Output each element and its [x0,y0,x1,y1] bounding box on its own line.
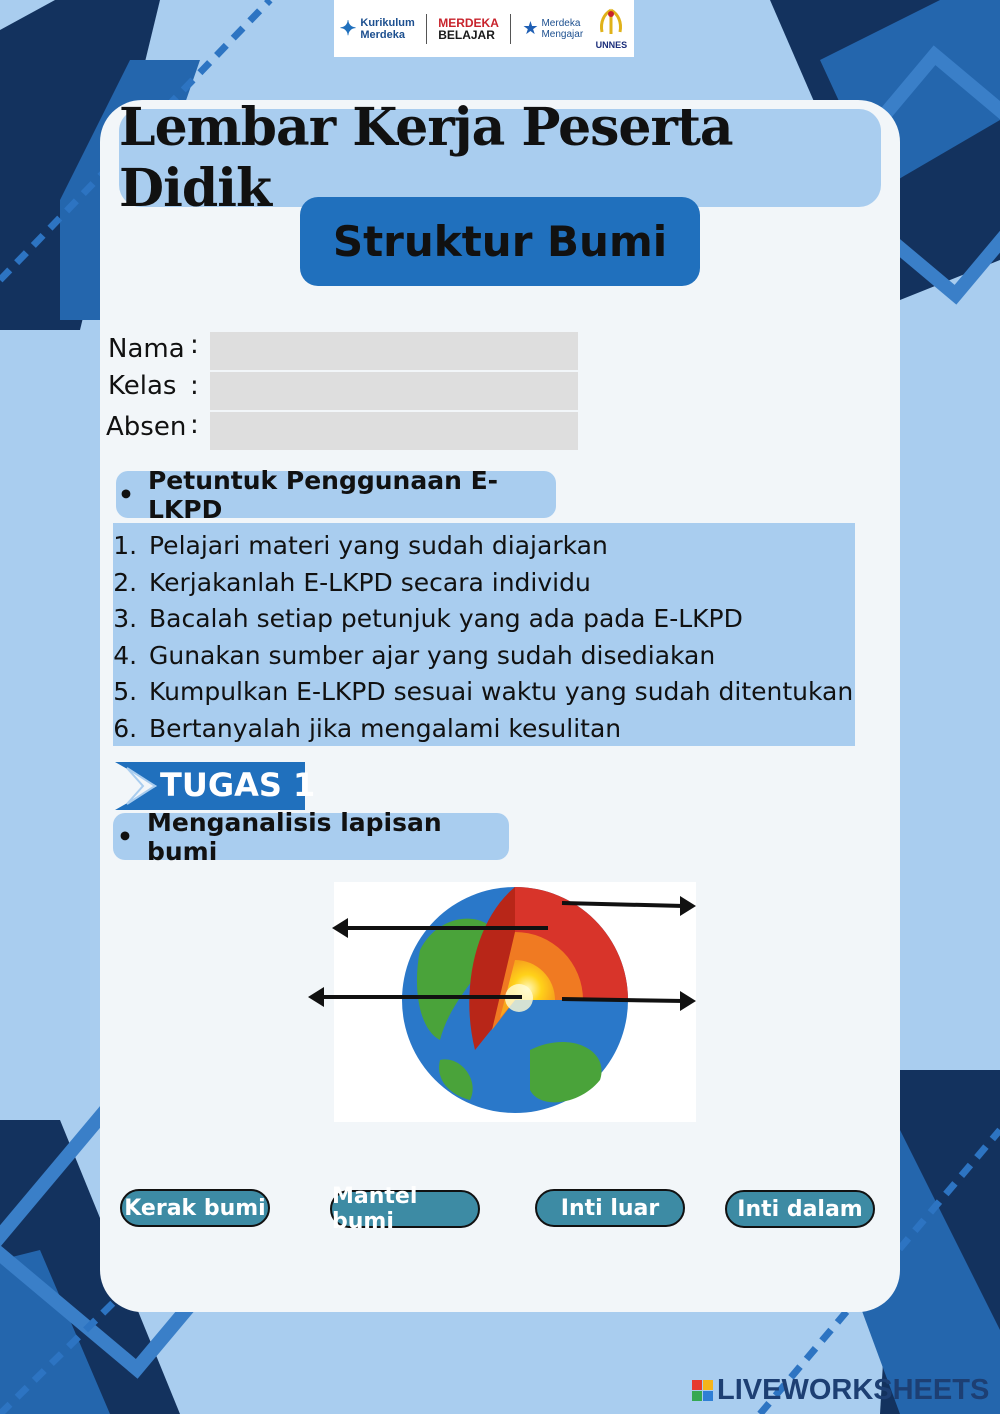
name-label: Nama [108,334,185,364]
liveworksheets-text: LIVEWORKSHEETS [717,1374,990,1406]
kurikulum-text: Kurikulum [360,16,415,29]
absen-label: Absen [106,412,187,442]
bullet-icon: • [118,480,134,509]
subtitle-banner [300,197,700,286]
merdeka-belajar-logo: MERDEKA BELAJAR [438,15,499,42]
mengajar-icon: ★ [522,18,539,38]
task-heading-text: Menganalisis lapisan bumi [146,807,442,866]
answer-inti-luar[interactable]: Inti luar [535,1189,685,1227]
list-item: 4. Gunakan sumber ajar yang sudah disediakan [145,638,855,675]
class-field[interactable] [210,372,578,410]
page-title: Lembar Kerja Peserta Didik [119,97,733,219]
class-label: Kelas [108,371,177,401]
instructions-heading [116,465,556,524]
class-colon: : [190,371,199,401]
list-item: 2. Kerjakanlah E-LKPD secara individu [145,565,855,602]
list-item: 1. Pelajari materi yang sudah diajarkan [145,528,855,565]
bullet-icon: • [117,822,133,851]
answer-mantel-bumi[interactable]: Mantel bumi [330,1190,480,1228]
instructions-list [113,523,855,746]
unnes-logo: UNNES [594,8,628,50]
liveworksheets-logo [692,1374,989,1407]
task-label: TUGAS 1 [160,766,316,804]
list-item: 6. Bertanyalah jika mengalami kesulitan [145,711,855,748]
merdeka-text: Merdeka [360,28,406,41]
title-banner [119,97,881,219]
kurikulum-icon: ✦ [339,17,357,40]
task-heading [113,807,509,866]
name-field[interactable] [210,332,578,370]
liveworksheets-icon [692,1380,713,1401]
answer-inti-dalam[interactable]: Inti dalam [725,1190,875,1228]
list-item: 5. Kumpulkan E-LKPD sesuai waktu yang sudah ditentukan [145,674,855,711]
answer-kerak-bumi[interactable]: Kerak bumi [120,1189,270,1227]
instructions-heading-text: Petuntuk Penggunaan E-LKPD [147,465,499,524]
page-subtitle: Struktur Bumi [332,217,668,266]
absen-field[interactable] [210,412,578,450]
kurikulum-merdeka-logo [340,17,415,41]
name-colon: : [190,330,199,360]
merdeka-mengajar-logo: ★ Merdeka Mengajar [522,17,584,40]
absen-colon: : [190,410,199,440]
list-item: 3. Bacalah setiap petunjuk yang ada pada E-LKPD [145,601,855,638]
partner-logos [334,0,634,57]
earth-layers-diagram [300,880,710,1130]
unnes-emblem-icon [594,8,628,38]
